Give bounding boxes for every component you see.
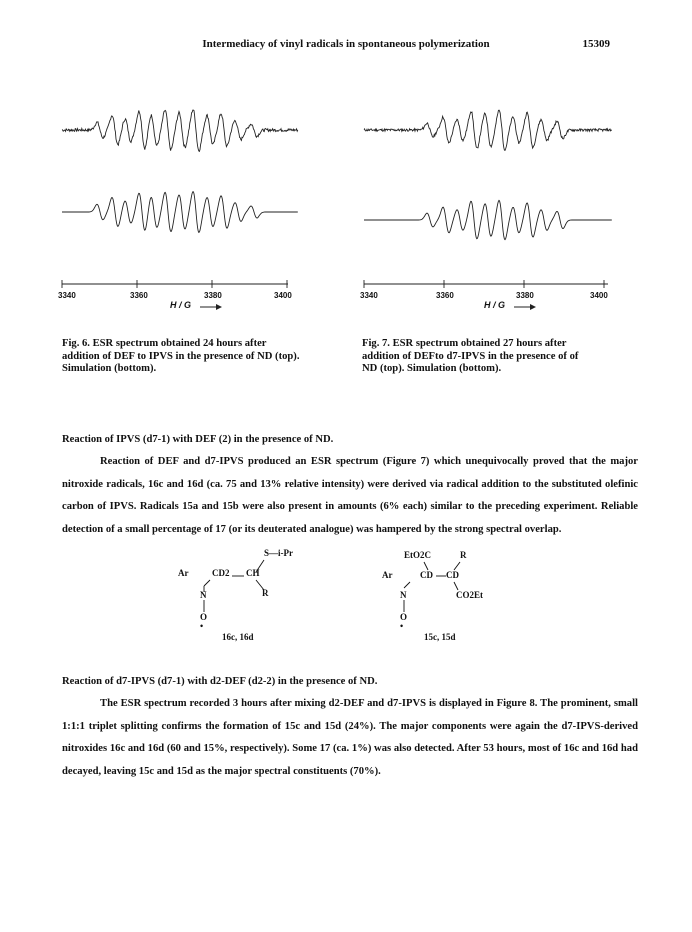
figure-7 [362,82,622,312]
structure-15c-15d [370,548,520,648]
atom-n: N [200,590,207,600]
section-2-paragraph: The ESR spectrum recorded 3 hours after mixing d2-DEF and d7-IPVS is displayed in Figure 8. The prominent, small 1:1:1 triplet splitting confirms the formation of 15c and 15d (24%). The major components were again the d7-IPVS-derived nitroxides 16c and 16d (60 and 15%, respectively). Some 17 (ca. 1%) was also detected. After 53 hours, most of 16c and 16d had decayed, leaving 15c and 15d as the major spectral constituents (70%). [62,698,638,777]
atom-eto2c: EtO2C [404,550,431,560]
figure-6-spectrum [60,82,320,312]
figure-6-simulated-trace [62,192,298,233]
figure-6-tick-3360: 3360 [130,291,148,300]
arrow-right-icon [514,304,536,310]
figure-7-tick-3380: 3380 [516,291,534,300]
figure-7-experimental-trace [364,110,612,150]
atom-s-ipr: S—i-Pr [264,548,293,558]
atom-o: O [200,612,208,622]
structure-16c-16d [170,548,310,648]
section-2-heading: Reaction of d7-IPVS (d7-1) with d2-DEF (d2-2) in the presence of ND. [62,676,378,687]
atom-ch: CH [246,568,260,578]
figure-7-spectrum [362,82,622,312]
running-header-title: Intermediacy of vinyl radicals in spontaneous polymerization [202,38,490,50]
atom-n: N [400,590,407,600]
figure-7-simulated-trace [364,200,612,239]
figure-7-tick-3360: 3360 [436,291,454,300]
section-1-heading: Reaction of IPVS (d7-1) with DEF (2) in the presence of ND. [62,434,334,445]
figure-6-caption: Fig. 6. ESR spectrum obtained 24 hours after addition of DEF to IPVS in the presence of ND (top). Simulation (bottom). [62,338,300,374]
figure-6-axis-label: H / G [170,300,192,310]
atom-co2et: CO2Et [456,590,483,600]
figure-7-tick-3400: 3400 [590,291,608,300]
atom-r: R [460,550,467,560]
figure-6-tick-3380: 3380 [204,291,222,300]
figure-6 [60,82,320,312]
figure-6-experimental-trace [62,110,298,151]
figure-7-axis-label: H / G [484,300,506,310]
atom-cd-right: CD [446,570,459,580]
figure-6-tick-3340: 3340 [58,291,76,300]
radical-dot: • [200,621,204,631]
atom-cd2: CD2 [212,568,230,578]
atom-r: R [262,588,269,598]
figure-7-tick-3340: 3340 [360,291,378,300]
page-number: 15309 [582,38,610,50]
atom-cd-left: CD [420,570,433,580]
figure-7-caption: Fig. 7. ESR spectrum obtained 27 hours after addition of DEFto d7-IPVS in the presence of of ND (top). Simulation (bottom). [362,338,579,374]
figure-6-tick-3400: 3400 [274,291,292,300]
atom-o: O [400,612,408,622]
structure-15c-15d-label: 15c, 15d [424,632,456,642]
radical-dot: • [400,621,404,631]
section-1-paragraph: Reaction of DEF and d7-IPVS produced an ESR spectrum (Figure 7) which unequivocally proved that the major nitroxide radicals, 16c and 16d (ca. 75 and 13% relative intensity) were derived via radical addition to the substituted olefinic carbon of IPVS. Radicals 15a and 15b were also present in amounts (6% each) similar to the preceding experiment. Reliable detection of a small percentage of 17 (or its deuterated analogue) was hampered by the strong spectral overlap. [62,456,638,535]
arrow-right-icon [200,304,222,310]
structure-16c-16d-label: 16c, 16d [222,632,254,642]
atom-ar: Ar [382,570,393,580]
atom-ar: Ar [178,568,189,578]
